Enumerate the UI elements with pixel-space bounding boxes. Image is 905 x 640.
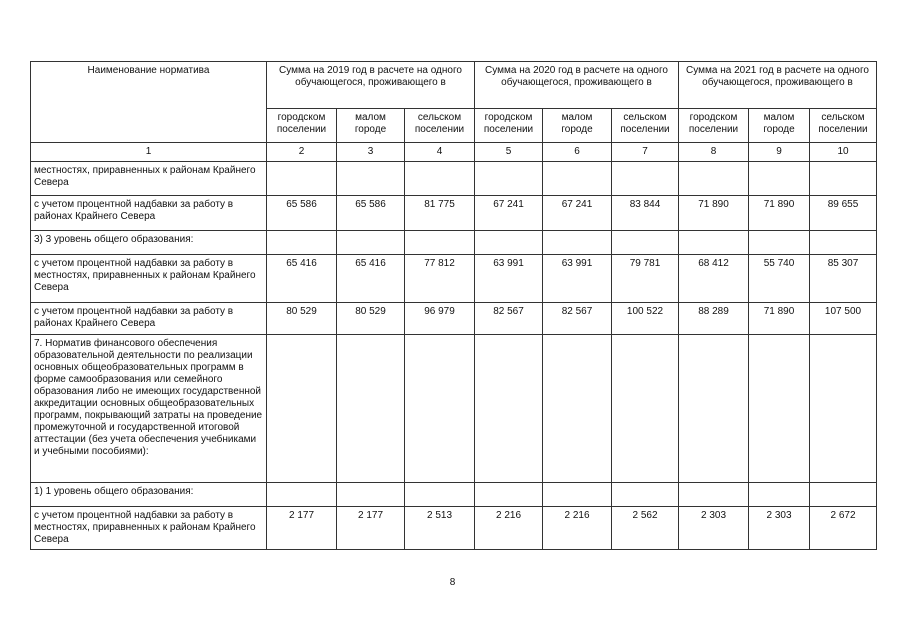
table-row	[31, 483, 877, 507]
value-cell	[267, 231, 337, 255]
column-number: 3	[337, 143, 405, 162]
row-name: с учетом процентной надбавки за работу в районах Крайнего Севера	[31, 303, 267, 335]
value-cell: 2 177	[267, 507, 337, 550]
norm-table	[30, 61, 877, 550]
value-cell	[337, 162, 405, 196]
value-cell	[810, 231, 877, 255]
value-cell	[543, 162, 612, 196]
column-number: 1	[31, 143, 267, 162]
subheader-cell: городском поселении	[475, 109, 543, 143]
value-cell: 2 672	[810, 507, 877, 550]
name-column-header: Наименование норматива	[31, 62, 267, 143]
value-cell	[267, 162, 337, 196]
value-cell: 55 740	[749, 255, 810, 303]
value-cell	[749, 335, 810, 483]
table-row	[31, 507, 877, 550]
value-cell: 65 586	[267, 196, 337, 231]
row-name: местностях, приравненных к районам Крайнего Севера	[31, 162, 267, 196]
value-cell	[810, 162, 877, 196]
value-cell: 89 655	[810, 196, 877, 231]
row-name: 7. Норматив финансового обеспечения образовательной деятельности по реализации основных общеобразовательных программ в форме самообразования или семейного образования либо не имеющих государственной аккредитации основных общеобразовательных программ, покрывающий затраты на проведение промежуточной и государственной итоговой аттестации (без учета обеспечения учебниками и учебными пособиями):	[31, 335, 267, 483]
value-cell	[612, 231, 679, 255]
column-number: 8	[679, 143, 749, 162]
column-number: 10	[810, 143, 877, 162]
value-cell	[337, 335, 405, 483]
value-cell: 2 303	[679, 507, 749, 550]
subheader-cell: малом городе	[337, 109, 405, 143]
value-cell: 65 416	[337, 255, 405, 303]
row-name: 3) 3 уровень общего образования:	[31, 231, 267, 255]
value-cell	[405, 162, 475, 196]
value-cell: 63 991	[543, 255, 612, 303]
subheader-cell: сельском поселении	[612, 109, 679, 143]
value-cell	[267, 483, 337, 507]
value-cell	[749, 231, 810, 255]
value-cell: 79 781	[612, 255, 679, 303]
value-cell	[679, 231, 749, 255]
table-row	[31, 196, 877, 231]
column-number: 2	[267, 143, 337, 162]
value-cell	[337, 231, 405, 255]
column-number: 4	[405, 143, 475, 162]
value-cell: 67 241	[543, 196, 612, 231]
value-cell: 68 412	[679, 255, 749, 303]
subheader-cell: сельском поселении	[810, 109, 877, 143]
row-name: с учетом процентной надбавки за работу в местностях, приравненных к районам Крайнего Севера	[31, 255, 267, 303]
subheader-cell: малом городе	[543, 109, 612, 143]
value-cell	[679, 335, 749, 483]
value-cell	[267, 335, 337, 483]
value-cell	[679, 162, 749, 196]
value-cell: 2 303	[749, 507, 810, 550]
value-cell	[612, 483, 679, 507]
group-header-2021: Сумма на 2021 год в расчете на одного обучающегося, проживающего в	[679, 62, 877, 109]
column-number: 6	[543, 143, 612, 162]
value-cell	[475, 483, 543, 507]
column-number: 5	[475, 143, 543, 162]
subheader-cell: городском поселении	[267, 109, 337, 143]
value-cell: 82 567	[475, 303, 543, 335]
value-cell: 63 991	[475, 255, 543, 303]
value-cell: 85 307	[810, 255, 877, 303]
group-header-2019: Сумма на 2019 год в расчете на одного обучающегося, проживающего в	[267, 62, 475, 109]
value-cell	[612, 162, 679, 196]
header-row-groups	[31, 62, 877, 109]
value-cell: 100 522	[612, 303, 679, 335]
value-cell	[749, 483, 810, 507]
column-number: 7	[612, 143, 679, 162]
group-header-2020: Сумма на 2020 год в расчете на одного обучающегося, проживающего в	[475, 62, 679, 109]
table-row	[31, 335, 877, 483]
table-row	[31, 255, 877, 303]
value-cell: 2 216	[543, 507, 612, 550]
value-cell	[543, 335, 612, 483]
value-cell	[749, 162, 810, 196]
subheader-cell: малом городе	[749, 109, 810, 143]
value-cell: 71 890	[679, 196, 749, 231]
table-row	[31, 162, 877, 196]
value-cell: 80 529	[267, 303, 337, 335]
value-cell: 81 775	[405, 196, 475, 231]
value-cell: 77 812	[405, 255, 475, 303]
value-cell: 2 513	[405, 507, 475, 550]
value-cell	[475, 162, 543, 196]
value-cell: 83 844	[612, 196, 679, 231]
value-cell: 2 562	[612, 507, 679, 550]
value-cell: 71 890	[749, 196, 810, 231]
table-row	[31, 231, 877, 255]
value-cell	[543, 483, 612, 507]
subheader-cell: городском поселении	[679, 109, 749, 143]
value-cell: 65 416	[267, 255, 337, 303]
page-number: 8	[449, 577, 456, 588]
value-cell: 65 586	[337, 196, 405, 231]
value-cell: 96 979	[405, 303, 475, 335]
value-cell	[475, 335, 543, 483]
value-cell	[405, 483, 475, 507]
column-number: 9	[749, 143, 810, 162]
value-cell	[679, 483, 749, 507]
value-cell	[337, 483, 405, 507]
table-row	[31, 303, 877, 335]
value-cell	[543, 231, 612, 255]
value-cell: 67 241	[475, 196, 543, 231]
value-cell	[405, 231, 475, 255]
column-number-row	[31, 143, 877, 162]
value-cell: 88 289	[679, 303, 749, 335]
value-cell: 2 177	[337, 507, 405, 550]
value-cell	[405, 335, 475, 483]
subheader-cell: сельском поселении	[405, 109, 475, 143]
value-cell: 107 500	[810, 303, 877, 335]
value-cell: 80 529	[337, 303, 405, 335]
value-cell: 2 216	[475, 507, 543, 550]
value-cell: 71 890	[749, 303, 810, 335]
value-cell: 82 567	[543, 303, 612, 335]
value-cell	[810, 483, 877, 507]
value-cell	[612, 335, 679, 483]
row-name: с учетом процентной надбавки за работу в районах Крайнего Севера	[31, 196, 267, 231]
value-cell	[810, 335, 877, 483]
value-cell	[475, 231, 543, 255]
row-name: 1) 1 уровень общего образования:	[31, 483, 267, 507]
row-name: с учетом процентной надбавки за работу в местностях, приравненных к районам Крайнего Севера	[31, 507, 267, 550]
